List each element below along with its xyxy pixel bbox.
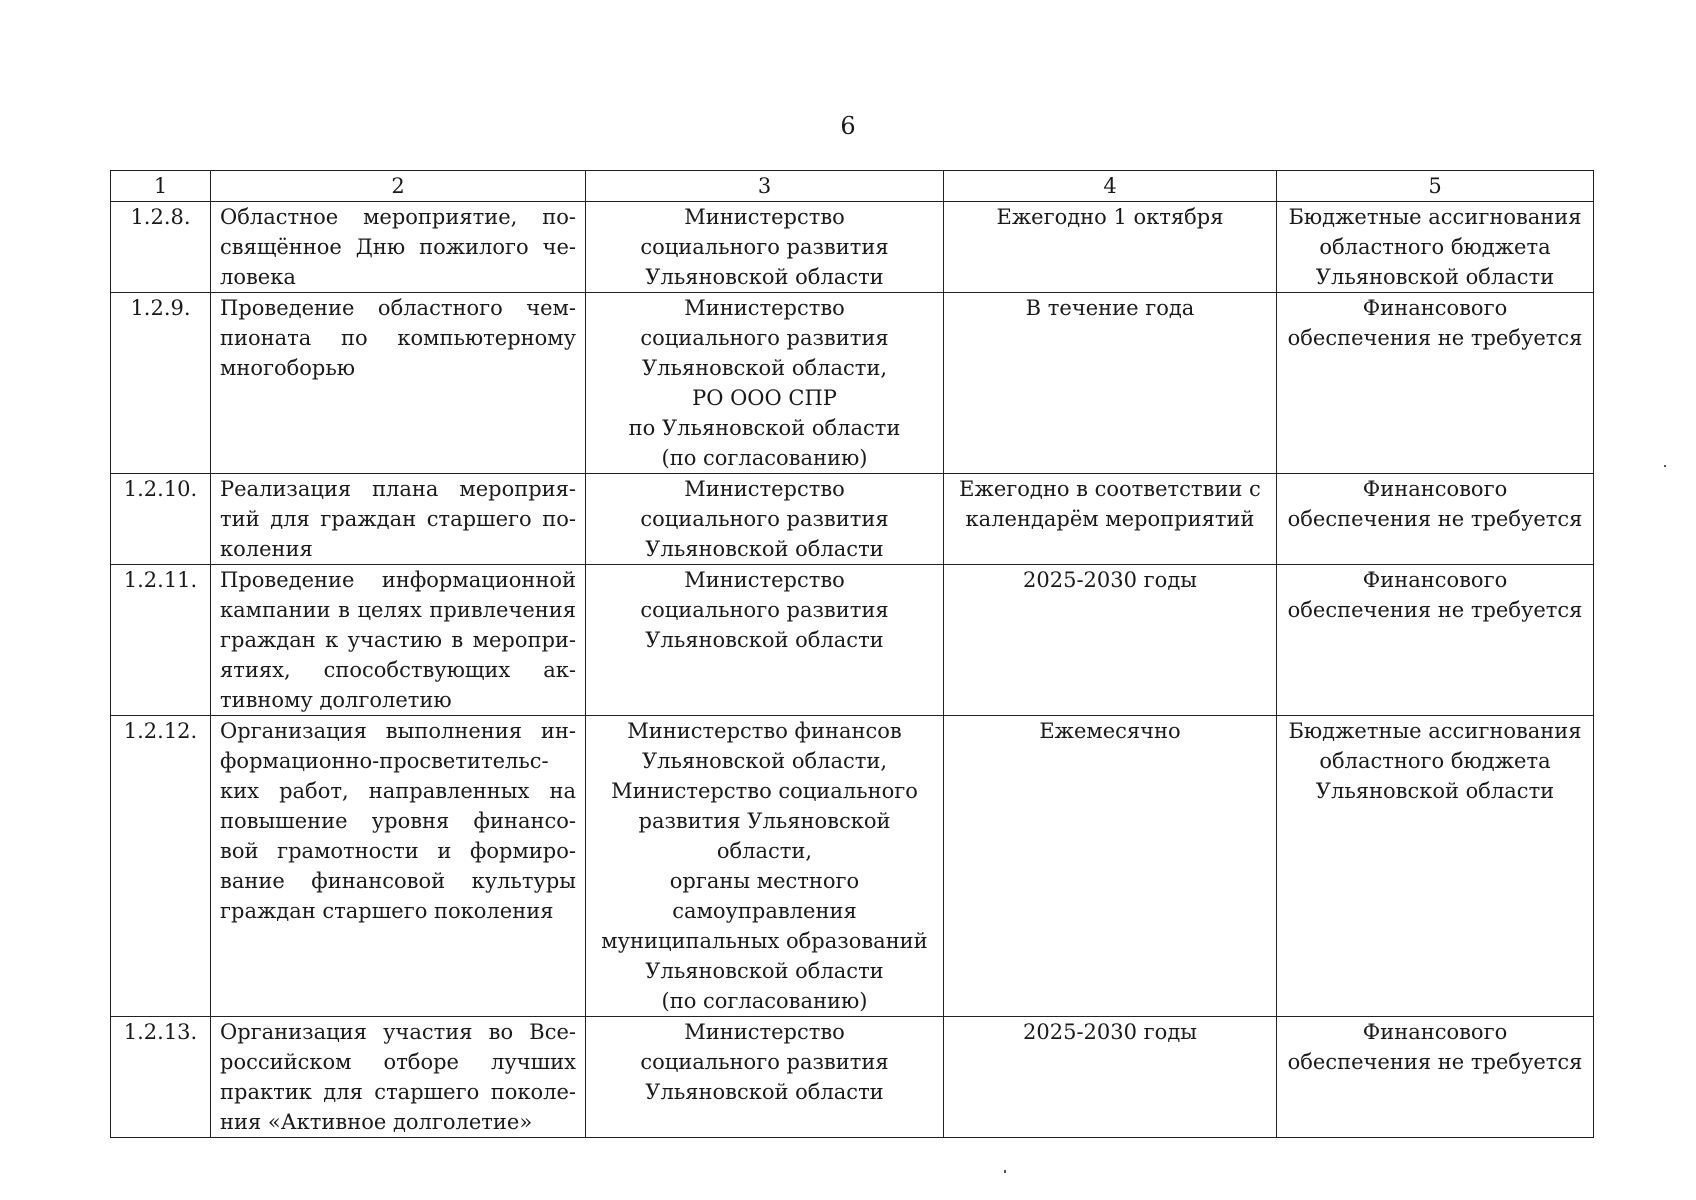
implementation-term: В течение года xyxy=(944,293,1277,474)
funding-source: Финансового обеспечения не требуется xyxy=(1277,293,1594,474)
funding-source: Бюджетные ассигнования областного бюджета Ульяновской области xyxy=(1277,716,1594,1017)
implementation-term: 2025-2030 годы xyxy=(944,1017,1277,1138)
row-number: 1.2.10. xyxy=(111,474,211,565)
funding-source: Бюджетные ассигнования областного бюджета Ульяновской области xyxy=(1277,202,1594,293)
responsible-executor: Министерство социального развития Ульяновской области xyxy=(586,202,944,293)
page-number: 6 xyxy=(840,112,856,140)
measure-description: Организация выполнения ин- формационно-просветительс- ких работ, направленных на повышение уровня финансо- вой грамотности и формиро- вание финансовой культуры граждан старшего поколения xyxy=(211,716,586,1017)
responsible-executor: Министерство социального развития Ульяновской области xyxy=(586,474,944,565)
responsible-executor: Министерство социального развития Ульяновской области, РО ООО СПР по Ульяновской области (по согласованию) xyxy=(586,293,944,474)
scan-speck xyxy=(1004,1170,1006,1173)
implementation-term: Ежегодно 1 октября xyxy=(944,202,1277,293)
row-number: 1.2.8. xyxy=(111,202,211,293)
column-header-number: 1 xyxy=(111,171,211,202)
implementation-term: 2025-2030 годы xyxy=(944,565,1277,716)
measure-description: Областное мероприятие, по- свящённое Дню пожилого че- ловека xyxy=(211,202,586,293)
table-row xyxy=(111,565,1594,716)
table-row xyxy=(111,716,1594,1017)
table-row xyxy=(111,1017,1594,1138)
table-row xyxy=(111,202,1594,293)
scan-speck xyxy=(1664,465,1666,467)
row-number: 1.2.11. xyxy=(111,565,211,716)
measures-table xyxy=(110,170,1594,1138)
row-number: 1.2.12. xyxy=(111,716,211,1017)
implementation-term: Ежегодно в соответствии с календарём мероприятий xyxy=(944,474,1277,565)
row-number: 1.2.9. xyxy=(111,293,211,474)
table-row xyxy=(111,293,1594,474)
measure-description: Проведение информационной кампании в целях привлечения граждан к участию в меропри- ятиях, способствующих ак- тивному долголетию xyxy=(211,565,586,716)
column-header-executor: 3 xyxy=(586,171,944,202)
funding-source: Финансового обеспечения не требуется xyxy=(1277,565,1594,716)
measure-description: Реализация плана мероприя- тий для граждан старшего по- коления xyxy=(211,474,586,565)
funding-source: Финансового обеспечения не требуется xyxy=(1277,1017,1594,1138)
implementation-term: Ежемесячно xyxy=(944,716,1277,1017)
column-header-funding: 5 xyxy=(1277,171,1594,202)
measure-description: Организация участия во Все- российском отборе лучших практик для старшего поколе- ния «Активное долголетие» xyxy=(211,1017,586,1138)
table-row xyxy=(111,474,1594,565)
row-number: 1.2.13. xyxy=(111,1017,211,1138)
responsible-executor: Министерство социального развития Ульяновской области xyxy=(586,1017,944,1138)
column-header-term: 4 xyxy=(944,171,1277,202)
responsible-executor: Министерство финансов Ульяновской области, Министерство социального развития Ульяновской области, органы местного самоуправления муниципальных образований Ульяновской области (по согласованию) xyxy=(586,716,944,1017)
funding-source: Финансового обеспечения не требуется xyxy=(1277,474,1594,565)
column-header-description: 2 xyxy=(211,171,586,202)
responsible-executor: Министерство социального развития Ульяновской области xyxy=(586,565,944,716)
measure-description: Проведение областного чем- пионата по компьютерному многоборью xyxy=(211,293,586,474)
table-header-row xyxy=(111,171,1594,202)
